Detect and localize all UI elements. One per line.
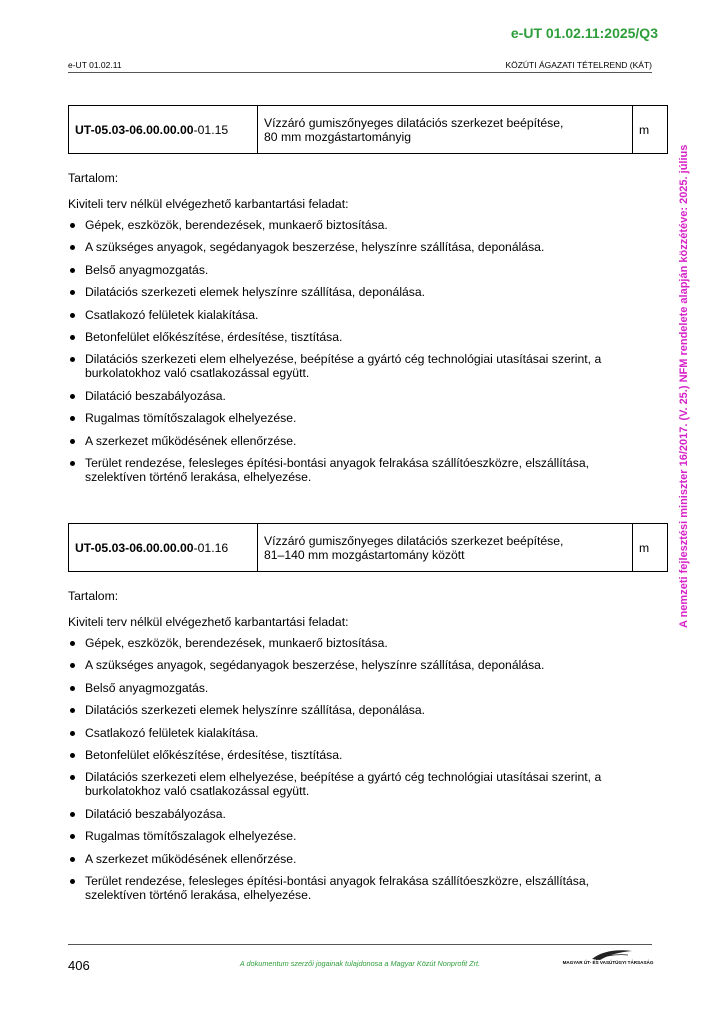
- item-content-2: [68, 589, 653, 910]
- list-item: A szerkezet működésének ellenőrzése.: [68, 852, 653, 866]
- item-description-line2: 80 mm mozgástartományig: [264, 129, 411, 144]
- item-description-line1: Vízzáró gumiszőnyeges dilatációs szerkezet beépítése,: [264, 533, 564, 548]
- list-item: Csatlakozó felületek kialakítása.: [68, 308, 653, 322]
- item-unit: m: [633, 106, 668, 154]
- list-item: Betonfelület előkészítése, érdesítése, tisztítása.: [68, 330, 653, 344]
- task-list: [68, 636, 653, 902]
- page-number: 406: [68, 958, 90, 973]
- tartalom-label: Tartalom:: [68, 171, 119, 185]
- task-list: [68, 218, 653, 484]
- list-item: Terület rendezése, felesleges építési-bontási anyagok felrakása szállítóeszközre, elszállítása, szelektíven történő lerakása, elhelyezése.: [68, 874, 653, 902]
- item-unit: m: [633, 524, 668, 572]
- item-code-suffix: -01.16: [193, 540, 229, 555]
- list-item: Dilatációs szerkezeti elemek helyszínre szállítása, deponálása.: [68, 285, 653, 299]
- item-content-1: [68, 171, 653, 492]
- list-item: Dilatációs szerkezeti elem elhelyezése, beépítése a gyártó cég technológiai utasításai szerint, a burkolatokhoz való csatlakozással együtt.: [68, 770, 653, 798]
- intro-text: Kiviteli terv nélkül elvégezhető karbantartási feladat:: [68, 197, 349, 211]
- list-item: Gépek, eszközök, berendezések, munkaerő biztosítása.: [68, 218, 653, 232]
- item-description: [258, 524, 633, 572]
- list-item: Gépek, eszközök, berendezések, munkaerő biztosítása.: [68, 636, 653, 650]
- item-description: [258, 106, 633, 154]
- list-item: Rugalmas tömítőszalagok elhelyezése.: [68, 411, 653, 425]
- copyright-notice: A dokumentum szerzői jogainak tulajdonosa a Magyar Közút Nonprofit Zrt.: [239, 959, 481, 968]
- list-item: Belső anyagmozgatás.: [68, 263, 653, 277]
- tartalom-label: Tartalom:: [68, 589, 119, 603]
- list-item: Belső anyagmozgatás.: [68, 681, 653, 695]
- header-right: KÖZÚTI ÁGAZATI TÉTELREND (KÁT): [505, 60, 652, 70]
- item-code-bold: UT-05.03-06.00.00.00: [75, 122, 194, 137]
- logo-label: MAGYAR ÚT- ÉS VASÚTÜGYI TÁRSASÁG: [562, 960, 654, 965]
- intro-text: Kiviteli terv nélkül elvégezhető karbantartási feladat:: [68, 615, 349, 629]
- running-header: [68, 60, 652, 73]
- footer-divider: [68, 944, 652, 945]
- document-code: e-UT 01.02.11:2025/Q3: [510, 25, 658, 41]
- list-item: A szükséges anyagok, segédanyagok beszerzése, helyszínre szállítása, deponálása.: [68, 240, 653, 254]
- list-item: Rugalmas tömítőszalagok elhelyezése.: [68, 829, 653, 843]
- list-item: Dilatáció beszabályozása.: [68, 807, 653, 821]
- list-item: Terület rendezése, felesleges építési-bontási anyagok felrakása szállítóeszközre, elszállítása, szelektíven történő lerakása, elhelyezése.: [68, 456, 653, 484]
- item-table-1: [68, 105, 668, 154]
- item-code-suffix: -01.15: [193, 122, 229, 137]
- list-item: Betonfelület előkészítése, érdesítése, tisztítása.: [68, 748, 653, 762]
- list-item: Dilatációs szerkezeti elem elhelyezése, beépítése a gyártó cég technológiai utasításai szerint, a burkolatokhoz való csatlakozással együtt.: [68, 352, 653, 380]
- item-description-line2: 81–140 mm mozgástartomány között: [264, 547, 465, 562]
- item-code: [69, 524, 258, 572]
- list-item: Csatlakozó felületek kialakítása.: [68, 726, 653, 740]
- header-left: e-UT 01.02.11: [68, 60, 122, 70]
- side-publication-note: A nemzeti fejlesztési miniszter 16/2017. (V. 25.) NFM rendelete alapján közzétéve: 2025. július: [678, 144, 690, 628]
- item-code-bold: UT-05.03-06.00.00.00: [75, 540, 194, 555]
- list-item: A szükséges anyagok, segédanyagok beszerzése, helyszínre szállítása, deponálása.: [68, 658, 653, 672]
- item-code: [69, 106, 258, 154]
- list-item: A szerkezet működésének ellenőrzése.: [68, 434, 653, 448]
- item-table-2: [68, 523, 668, 572]
- list-item: Dilatációs szerkezeti elemek helyszínre szállítása, deponálása.: [68, 703, 653, 717]
- list-item: Dilatáció beszabályozása.: [68, 389, 653, 403]
- organization-logo-icon: [562, 947, 652, 969]
- item-description-line1: Vízzáró gumiszőnyeges dilatációs szerkezet beépítése,: [264, 115, 564, 130]
